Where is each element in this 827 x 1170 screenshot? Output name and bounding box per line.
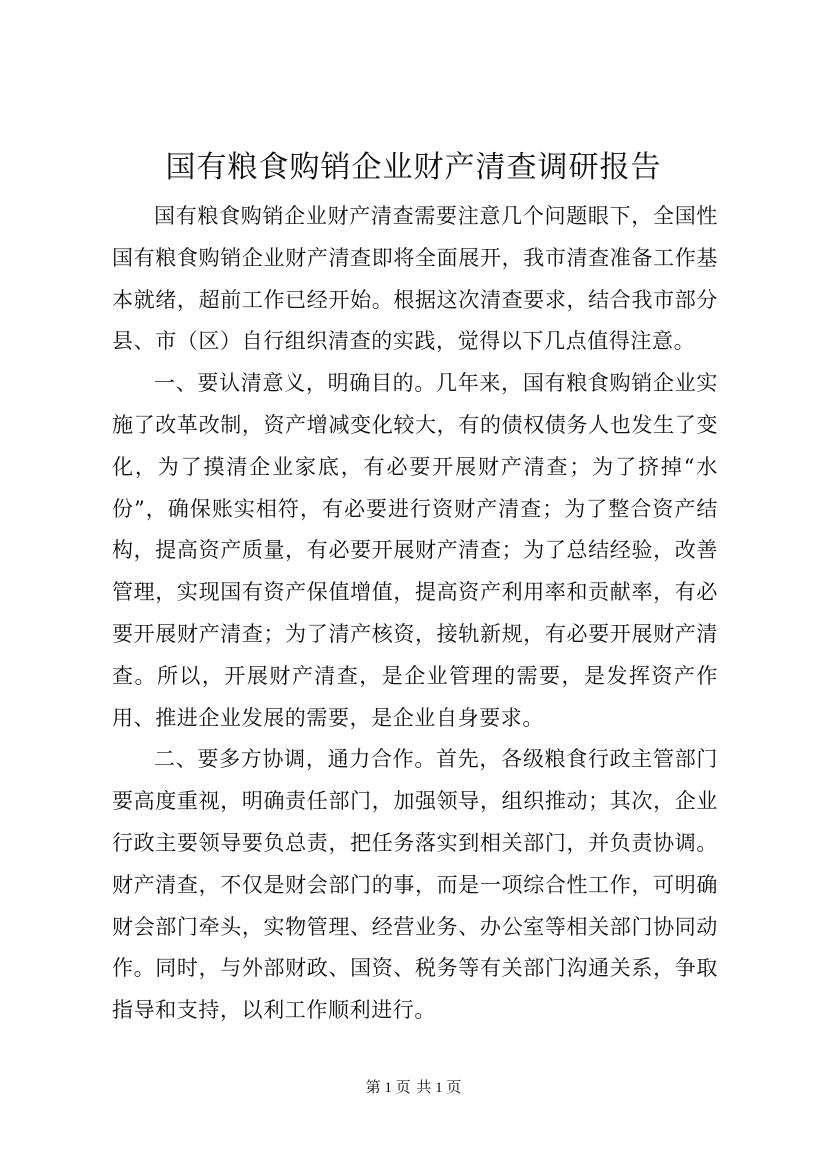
paragraph-section-1: 一、要认清意义，明确目的。几年来，国有粮食购销企业实施了改革改制，资产增减变化较大，有的债权债务人也发生了变化，为了摸清企业家底，有必要开展财产清查；为了挤掉“水份”，确保账实相符，有必要进行资财产清查；为了整合资产结构，提高资产质量，有必要开展财产清查；为了总结经验，改善管理，实现国有资产保值增值，提高资产利用率和贡献率，有必要开展财产清查；为了清产核资，接轨新规，有必要开展财产清查。所以，开展财产清查，是企业管理的需要，是发挥资产作用、推进企业发展的需要，是企业自身要求。 xyxy=(112,371,718,730)
document-title: 国有粮食购销企业财产清查调研报告 xyxy=(165,150,662,185)
page-number: 第 1 页 xyxy=(365,1080,411,1096)
page-footer xyxy=(0,1078,827,1098)
paragraph-section-2: 二、要多方协调，通力合作。首先，各级粮食行政主管部门要高度重视，明确责任部门，加强领导，组织推动；其次，企业行政主要领导要负总责，把任务落实到相关部门，并负责协调。财产清查，不仅是财会部门的事，而是一项综合性工作，可明确财会部门牵头，实物管理、经营业务、办公室等相关部门协同动作。同时，与外部财政、国资、税务等有关部门沟通关系，争取指导和支持，以利工作顺利进行。 xyxy=(112,747,718,1023)
paragraph-intro: 国有粮食购销企业财产清查需要注意几个问题眼下，全国性国有粮食购销企业财产清查即将全面展开，我市清查准备工作基本就绪，超前工作已经开始。根据这次清查要求，结合我市部分县、市（区）自行组织清查的实践，觉得以下几点值得注意。 xyxy=(112,204,718,354)
document-body xyxy=(112,196,718,1032)
page-total: 共 1 页 xyxy=(416,1080,462,1096)
